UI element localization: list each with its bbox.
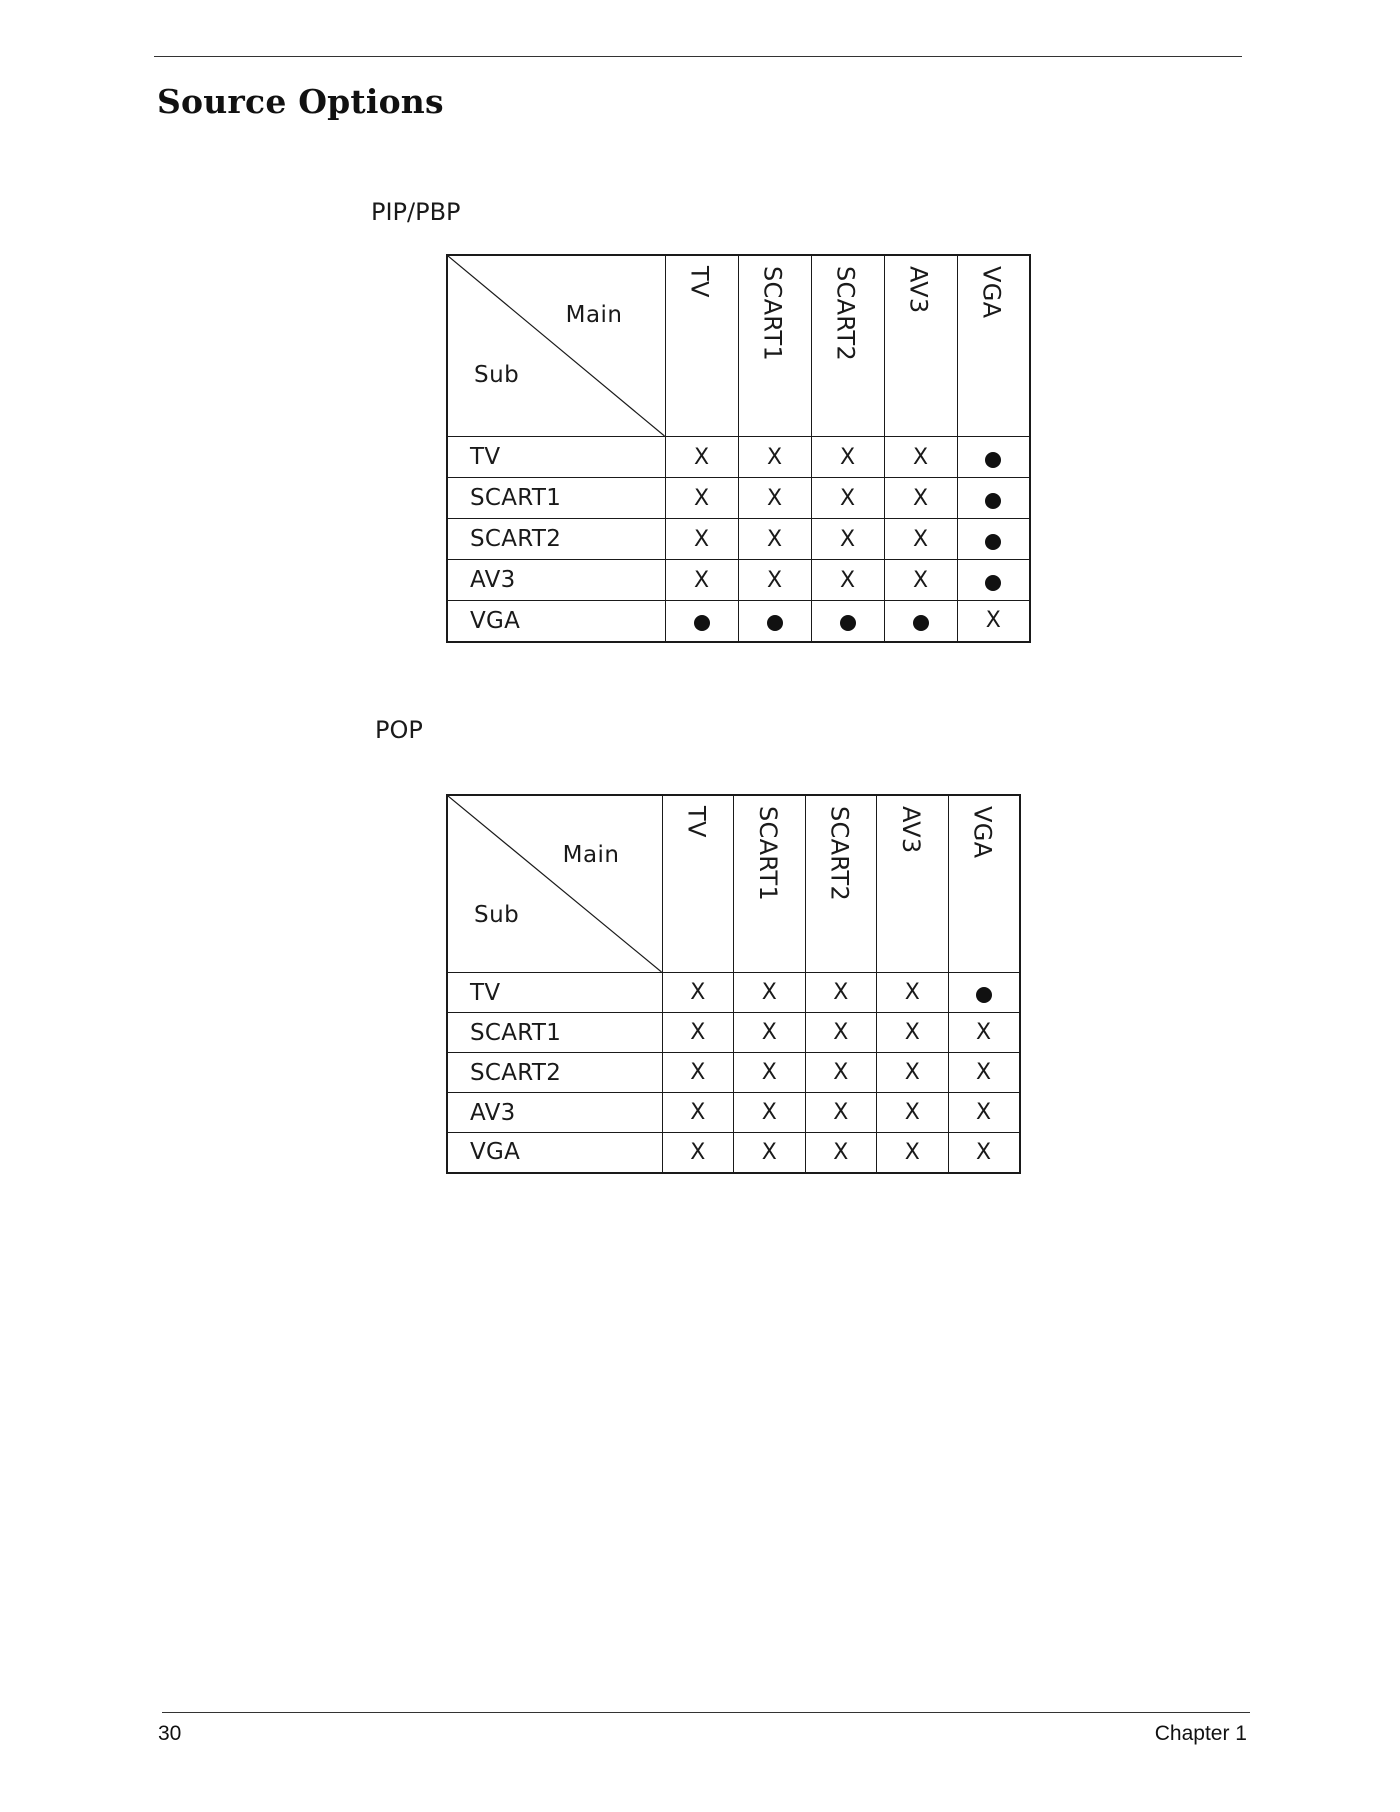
supported-cell bbox=[957, 478, 1030, 519]
column-header-label: SCART1 bbox=[758, 266, 787, 362]
unsupported-cell bbox=[957, 601, 1030, 642]
unsupported-cell bbox=[948, 1053, 1020, 1093]
unsupported-cell bbox=[884, 560, 957, 601]
unsupported-cell bbox=[948, 1093, 1020, 1133]
column-header-label: AV3 bbox=[904, 266, 933, 314]
x-mark: X bbox=[766, 444, 783, 470]
column-header-tv bbox=[662, 795, 734, 973]
unsupported-cell bbox=[662, 1133, 734, 1173]
x-mark: X bbox=[690, 1139, 706, 1165]
x-mark: X bbox=[839, 567, 856, 593]
unsupported-cell bbox=[734, 1093, 806, 1133]
column-header-tv bbox=[665, 255, 738, 437]
column-header-scart1 bbox=[738, 255, 811, 437]
unsupported-cell bbox=[665, 519, 738, 560]
x-mark: X bbox=[975, 1139, 992, 1165]
unsupported-cell bbox=[948, 1133, 1020, 1173]
column-header-label: AV3 bbox=[897, 806, 925, 854]
table-row bbox=[447, 601, 1030, 642]
header-row bbox=[447, 255, 1030, 437]
unsupported-cell bbox=[734, 1013, 806, 1053]
unsupported-cell bbox=[805, 1013, 877, 1053]
x-mark: X bbox=[693, 485, 710, 511]
x-mark: X bbox=[839, 485, 856, 511]
pop-table bbox=[446, 794, 1021, 1174]
page-title: Source Options bbox=[157, 82, 444, 121]
unsupported-cell bbox=[734, 1133, 806, 1173]
diagonal-divider bbox=[448, 796, 662, 972]
x-mark: X bbox=[690, 1060, 706, 1085]
column-header-label: TV bbox=[682, 806, 711, 838]
unsupported-cell bbox=[805, 1093, 877, 1133]
row-header-av3: AV3 bbox=[447, 560, 665, 601]
x-mark: X bbox=[766, 485, 783, 511]
table-row bbox=[447, 1053, 1020, 1093]
page-number: 30 bbox=[158, 1722, 182, 1745]
supported-cell bbox=[811, 601, 884, 642]
row-header-scart2: SCART2 bbox=[447, 1053, 662, 1093]
x-mark: X bbox=[975, 1020, 992, 1045]
table-row bbox=[447, 437, 1030, 478]
column-header-vga bbox=[948, 795, 1020, 973]
row-header-vga: VGA bbox=[447, 1133, 662, 1173]
corner-cell bbox=[447, 255, 665, 437]
column-header-av3 bbox=[877, 795, 949, 973]
x-mark: X bbox=[912, 567, 929, 593]
dot-icon bbox=[985, 452, 1001, 468]
unsupported-cell bbox=[884, 478, 957, 519]
dot-icon bbox=[767, 615, 783, 631]
table-row bbox=[447, 1093, 1020, 1133]
unsupported-cell bbox=[877, 1093, 949, 1133]
x-mark: X bbox=[912, 444, 929, 470]
unsupported-cell bbox=[662, 973, 734, 1013]
column-header-scart2 bbox=[811, 255, 884, 437]
unsupported-cell bbox=[662, 1053, 734, 1093]
x-mark: X bbox=[904, 1139, 920, 1165]
unsupported-cell bbox=[877, 1013, 949, 1053]
unsupported-cell bbox=[738, 478, 811, 519]
main-axis-label: Main bbox=[562, 842, 620, 868]
x-mark: X bbox=[690, 1020, 706, 1045]
header-rule bbox=[154, 56, 1242, 57]
unsupported-cell bbox=[662, 1013, 734, 1053]
x-mark: X bbox=[693, 567, 710, 593]
pop-label: POP bbox=[375, 716, 423, 744]
x-mark: X bbox=[904, 1100, 920, 1125]
row-header-av3: AV3 bbox=[447, 1093, 662, 1133]
table-row bbox=[447, 973, 1020, 1013]
unsupported-cell bbox=[884, 437, 957, 478]
supported-cell bbox=[957, 437, 1030, 478]
x-mark: X bbox=[693, 444, 710, 470]
column-header-label: SCART2 bbox=[831, 266, 860, 362]
column-header-label: SCART1 bbox=[754, 806, 782, 902]
pip-pbp-table bbox=[446, 254, 1031, 643]
chapter-label: Chapter 1 bbox=[1154, 1722, 1247, 1745]
table-row bbox=[447, 519, 1030, 560]
dot-icon bbox=[976, 987, 992, 1003]
unsupported-cell bbox=[877, 973, 949, 1013]
x-mark: X bbox=[833, 1100, 849, 1125]
unsupported-cell bbox=[877, 1133, 949, 1173]
column-header-av3 bbox=[884, 255, 957, 437]
unsupported-cell bbox=[805, 1133, 877, 1173]
unsupported-cell bbox=[738, 560, 811, 601]
table-row bbox=[447, 1133, 1020, 1173]
unsupported-cell bbox=[811, 519, 884, 560]
dot-icon bbox=[840, 615, 856, 631]
x-mark: X bbox=[975, 1100, 992, 1125]
x-mark: X bbox=[693, 526, 710, 552]
x-mark: X bbox=[761, 1020, 777, 1045]
row-header-scart1: SCART1 bbox=[447, 1013, 662, 1053]
unsupported-cell bbox=[665, 478, 738, 519]
x-mark: X bbox=[904, 1020, 920, 1045]
x-mark: X bbox=[912, 526, 929, 552]
unsupported-cell bbox=[811, 437, 884, 478]
x-mark: X bbox=[766, 526, 783, 552]
dot-icon bbox=[985, 575, 1001, 591]
x-mark: X bbox=[761, 980, 777, 1005]
pip-pbp-label: PIP/PBP bbox=[371, 198, 461, 226]
x-mark: X bbox=[690, 1100, 706, 1125]
unsupported-cell bbox=[805, 973, 877, 1013]
x-mark: X bbox=[985, 608, 1001, 634]
column-header-label: SCART2 bbox=[825, 806, 854, 902]
table-row bbox=[447, 1013, 1020, 1053]
row-header-tv: TV bbox=[447, 973, 662, 1013]
unsupported-cell bbox=[738, 437, 811, 478]
column-header-label: TV bbox=[685, 266, 714, 298]
sub-axis-label: Sub bbox=[474, 362, 520, 388]
unsupported-cell bbox=[665, 437, 738, 478]
corner-cell bbox=[447, 795, 662, 973]
column-header-scart2 bbox=[805, 795, 877, 973]
unsupported-cell bbox=[884, 519, 957, 560]
unsupported-cell bbox=[662, 1093, 734, 1133]
column-header-vga bbox=[957, 255, 1030, 437]
x-mark: X bbox=[904, 980, 920, 1005]
header-row bbox=[447, 795, 1020, 973]
row-header-scart1: SCART1 bbox=[447, 478, 665, 519]
x-mark: X bbox=[833, 1060, 849, 1085]
x-mark: X bbox=[839, 526, 856, 552]
supported-cell bbox=[957, 560, 1030, 601]
table-row bbox=[447, 478, 1030, 519]
unsupported-cell bbox=[734, 973, 806, 1013]
x-mark: X bbox=[975, 1060, 992, 1085]
x-mark: X bbox=[839, 444, 856, 470]
x-mark: X bbox=[761, 1060, 777, 1085]
unsupported-cell bbox=[877, 1053, 949, 1093]
column-header-label: VGA bbox=[977, 266, 1006, 319]
x-mark: X bbox=[766, 567, 783, 593]
x-mark: X bbox=[833, 1139, 849, 1165]
x-mark: X bbox=[761, 1139, 777, 1165]
row-header-scart2: SCART2 bbox=[447, 519, 665, 560]
row-header-vga: VGA bbox=[447, 601, 665, 642]
column-header-scart1 bbox=[734, 795, 806, 973]
supported-cell bbox=[665, 601, 738, 642]
x-mark: X bbox=[833, 1020, 849, 1045]
x-mark: X bbox=[761, 1100, 777, 1125]
table-row bbox=[447, 560, 1030, 601]
unsupported-cell bbox=[811, 478, 884, 519]
unsupported-cell bbox=[738, 519, 811, 560]
unsupported-cell bbox=[734, 1053, 806, 1093]
supported-cell bbox=[957, 519, 1030, 560]
x-mark: X bbox=[690, 980, 706, 1005]
supported-cell bbox=[948, 973, 1020, 1013]
row-header-tv: TV bbox=[447, 437, 665, 478]
unsupported-cell bbox=[811, 560, 884, 601]
dot-icon bbox=[913, 615, 929, 631]
main-axis-label: Main bbox=[565, 302, 623, 328]
x-mark: X bbox=[904, 1060, 920, 1085]
diagonal-divider bbox=[448, 256, 665, 436]
column-header-label: VGA bbox=[968, 806, 997, 859]
sub-axis-label: Sub bbox=[474, 902, 520, 928]
unsupported-cell bbox=[948, 1013, 1020, 1053]
unsupported-cell bbox=[665, 560, 738, 601]
unsupported-cell bbox=[805, 1053, 877, 1093]
dot-icon bbox=[985, 493, 1001, 509]
dot-icon bbox=[985, 534, 1001, 550]
supported-cell bbox=[738, 601, 811, 642]
x-mark: X bbox=[833, 980, 849, 1005]
x-mark: X bbox=[912, 485, 929, 511]
dot-icon bbox=[694, 615, 710, 631]
footer-rule bbox=[162, 1712, 1250, 1713]
supported-cell bbox=[884, 601, 957, 642]
